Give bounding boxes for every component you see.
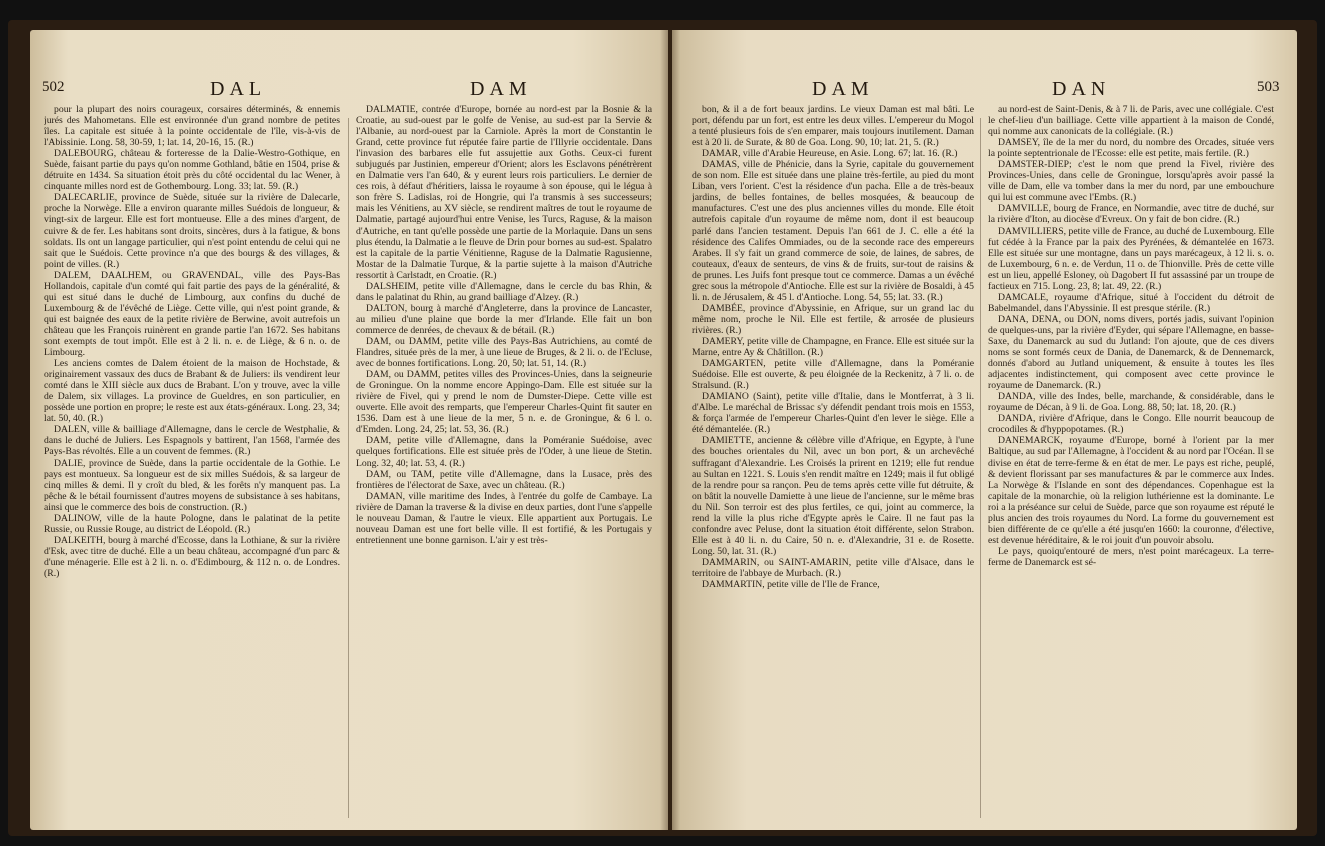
book-gutter — [660, 30, 680, 830]
dictionary-entry: DANDA, ville des Indes, belle, marchande, & considérable, dans le royaume de Décan, à 9 li. de Goa. Long. 88, 50; lat. 18, 20. (R.) — [988, 391, 1274, 414]
dictionary-entry: DAMVILLIERS, petite ville de France, au duché de Luxembourg. Elle fut cédée à la France par la paix des Pyrénées, & démantelée en 1673. Elle est située sur une montagne, dans un pays marécageux, à 12 li. s. o. de Luxembourg, 6 n. e. de Verdun, 11 o. de Thionville. Près de cette ville est un lieu, appellé Esloney, où Dagobert II fut assassiné par un troupe de factieux en 715. Long. 23, 8; lat. 49, 22. (R.) — [988, 225, 1274, 292]
dictionary-entry: DAMERY, petite ville de Champagne, en France. Elle est située sur la Marne, entre Ay & Châtillon. (R.) — [692, 335, 974, 359]
dictionary-entry: Le pays, quoiqu'entouré de mers, n'est point marécageux. La terre-ferme de Danemarck est sé- — [988, 545, 1274, 568]
dictionary-entry: DAM, ou TAM, petite ville d'Allemagne, dans la Lusace, près des frontières de l'électorat de Saxe, avec un château. (R.) — [356, 468, 652, 491]
dictionary-entry: DALKEITH, bourg à marché d'Ecosse, dans la Lothiane, & sur la rivière d'Esk, avec titre de duché. Elle a un beau château, accompagné d'un parc & d'une ménagerie. Elle est à 2 li. n. o. d'Edimbourg, & 112 n. o. de Londres. (R.) — [44, 534, 340, 579]
right-running-head-2: DAN — [1052, 78, 1111, 100]
right-column-1 — [692, 104, 974, 724]
dictionary-entry: DALEBOURG, château & forteresse de la Dalie-Westro-Gothique, en Suède, faisant partie du pays qu'on nomme Gothland, bâtie en 1504, prise & détruite en 1434. Sa situation étoit près du côté occidental du lac Wener, à cinquante milles nord est de Gothembourg. Long. 33; lat. 59. (R.) — [44, 148, 340, 193]
right-column-2 — [988, 104, 1274, 724]
dictionary-entry: DAMIANO (Saint), petite ville d'Italie, dans le Montferrat, à 3 li. d'Albe. Le maréchal de Brissac s'y défendit pendant trois mois en 1553, & força l'armée de l'empereur Charles-Quint d'en lever le siège. Elle a été démantelée. (R.) — [692, 391, 974, 436]
dictionary-entry: DAM, petite ville d'Allemagne, dans la Poméranie Suédoise, avec quelques fortifications. Elle est située près de l'Oder, à une lieue de Stetin. Long. 32, 40; lat. 53, 4. (R.) — [356, 435, 652, 469]
dictionary-entry: DAMSEY, île de la mer du nord, du nombre des Orcades, située vers la pointe septentrionale de l'Ecosse: elle est petite, mais fertile. (R.) — [988, 137, 1274, 160]
right-page-number: 503 — [1257, 79, 1280, 95]
dictionary-entry: DAMGARTEN, petite ville d'Allemagne, dans la Poméranie Suédoise. Elle est ouverte, & peu éloignée de la Reckenitz, à 7 li. o. de Stralsund. (R.) — [692, 358, 974, 392]
dictionary-entry: DALEM, DAALHEM, ou GRAVENDAL, ville des Pays-Bas Hollandois, capitale d'un comté qui fait partie des pays de la généralité, & qui est situé dans le duché de Limbourg, aux confins du duché de Luxembourg & de l'évêché de Liège. Cette ville, qui n'est point grande, & qui est baignée des eaux de la petite rivière de Berwine, avoit autrefois un château que les François ruinèrent en grande partie l'an 1672. Ses habitans sont exempts de tout impôt. Elle est à 2 li. n. e. de Liège, & 6 n. o. de Limbourg. — [44, 269, 340, 359]
dictionary-entry: DAMMARTIN, petite ville de l'Ile de France, — [702, 579, 880, 591]
dictionary-entry: pour la plupart des noirs courageux, corsaires déterminés, & ennemis jurés des Mahometans. Elle est environnée d'un grand nombre de petites îles. La capitale est située à la pointe occidentale de l'île, vis-à-vis de l'Abissinie. Long. 58, 30-59, 1; lat. 14, 20-16, 15. (R.) — [44, 104, 340, 149]
dictionary-entry: DALECARLIE, province de Suède, située sur la rivière de Dalecarle, proche la Norwège. Elle a environ quarante milles Suédois de longueur, & vingt-six de largeur. Elle est fort montueuse. Elle a des mines d'argent, de cuivre & de fer. Les habitans sont droits, sincères, durs à la fatigue, & bons soldats. Ils ont un langage particulier, qui n'est point entendu de celui qui ne sait que le Suédois. Cette province n'a que des bourgs & des villages, & point de villes. (R.) — [44, 192, 340, 270]
dictionary-entry: DAMSTER-DIEP; c'est le nom que prend la Fivel, rivière des Provinces-Unies, dans celle de Groningue, lorsqu'après avoir passé la ville de Dam, elle va tomber dans la mer du nord, par une embouchure qui lui est commune avec l'Embs. (R.) — [988, 159, 1274, 204]
right-running-head-1: DAM — [812, 78, 874, 100]
dictionary-entry: DANA, DENA, ou DON, noms divers, portés jadis, suivant l'opinion de quelques-uns, par la rivière d'Eyder, qui sépare l'Allemagne, en basse-Saxe, du Danemarck au sud du Jutland: l'on ajoute, que de ces divers noms se sont formés ceux de Dania, de Danemarck, & de Dennemarck, donnés d'abord au Jutland uniquement, & ensuite à toutes les îles adjacentes indistinctement, qui composent avec cette province le royaume de Danemarck. (R.) — [988, 313, 1274, 392]
dictionary-entry: au nord-est de Saint-Denis, & à 7 li. de Paris, avec une collégiale. C'est le chef-lieu d'un bailliage. Cette ville appartient à la maison de Condé, qui nomme aux canonicats de la collégiale. (R.) — [988, 104, 1274, 138]
dictionary-entry: DAMAN, ville maritime des Indes, à l'entrée du golfe de Cambaye. La rivière de Daman la traverse & la divise en deux parties, dont l'une s'appelle le nouveau Daman, & l'autre le vieux. Elle appartient aux Portugais. Le nouveau Daman est une fort belle ville. Il est fortifié, & les Portugais y entretiennent une bonne garnison. L'air y est très- — [356, 490, 652, 546]
left-page — [30, 30, 668, 830]
dictionary-entry: DANDA, rivière d'Afrique, dans le Congo. Elle nourrit beaucoup de crocodiles & d'hyppopotames. (R.) — [988, 413, 1274, 436]
dictionary-entry: DAMAR, ville d'Arabie Heureuse, en Asie. Long. 67; lat. 16. (R.) — [702, 148, 958, 160]
book-spread — [8, 20, 1317, 836]
dictionary-entry: DAMBÉE, province d'Abyssinie, en Afrique, sur un grand lac du même nom, proche le Nil. Elle est fertile, & arrosée de plusieurs rivières. (R.) — [692, 302, 974, 336]
dictionary-entry: DAM, ou DAMM, petite ville des Pays-Bas Autrichiens, au comté de Flandres, située près de la mer, à une lieue de Bruges, & 2 li. o. de l'Ecluse, avec de bonnes fortifications. Long. 20, 50; lat. 51, 14. (R.) — [356, 335, 652, 370]
dictionary-entry: DAM, ou DAMM, petites villes des Provinces-Unies, dans la seigneurie de Groningue. On la nomme encore Appingo-Dam. Elle est située sur la rivière de Fivel, qui y prend le nom de Dumster-Diepe. Cette ville est ouverte. Elle avoit des remparts, que l'empereur Charles-Quint fit sauter en 1536. Dam est à une lieue de la mer, 5 n. e. de Groningue, & 6 l. o. d'Emden. Long. 24, 25; lat. 53, 36. (R.) — [356, 369, 652, 436]
dictionary-entry: DANEMARCK, royaume d'Europe, borné à l'orient par la mer Baltique, au sud par l'Allemagne, à l'occident & au nord par l'Océan. Il se divise en état de terre-ferme & en état de mer. Le pays est riche, peuplé, & devient florissant par ses manufactures & par le commerce aux Indes. La Norwège & l'Islande en sont des dépendances. Copenhague est la capitale de la monarchie, où la religion luthérienne est la dominante. Le roi a la préséance sur celui de Suède, parce que son royaume est réputé le plus ancien des trois royaumes du Nord. La forme du gouvernement est bien différente de ce qu'elle a été jusqu'en 1660: la couronne, d'élective, est devenue héréditaire, & le roi jouit d'un pouvoir absolu. — [988, 435, 1274, 546]
dictionary-entry: DALINOW, ville de la haute Pologne, dans le palatinat de la petite Russie, ou Russie Rouge, au district de Léopold. (R.) — [44, 512, 340, 535]
dictionary-entry: DALEN, ville & bailliage d'Allemagne, dans le cercle de Westphalie, & dans le duché de Juliers. Les Espagnols y battirent, l'an 1568, l'armée des Pays-Bas révoltés. Elle a un couvent de femmes. (R.) — [44, 424, 340, 458]
dictionary-entry: DALMATIE, contrée d'Europe, bornée au nord-est par la Bosnie & la Croatie, au sud-ouest par le golfe de Venise, au sud-est par la Servie & l'Albanie, au nord-ouest par la Carniole. Après la mort de Constantin le Grand, cette province fut réputée faire partie de l'Illyrie occidentale. Dans l'invasion des barbares elle fut assujettie aux Goths. Ceux-ci furent subjugués par Justinien, empereur d'Orient; alors les Esclavons pénétrèrent en Dalmatie vers l'an 640, & y eurent leurs rois particuliers. Le dernier de ces rois, à défaut d'héritiers, laissa le royaume à son épouse, qui le légua à son frère S. Ladislas, roi de Hongrie, qui l'a transmis à ses successeurs; mais les Vénitiens, au XV siècle, se rendirent maîtres de tout le royaume de Dalmatie, partagé aujourd'hui entre Venise, les Turcs, Raguse, & la maison d'Autriche, en tant qu'elle possède une partie de la Morlaquie. Dans un sens plus étendu, la Dalmatie a le fleuve de Drin pour bornes au sud-est. Spalatro est la capitale de la partie Vénitienne, Raguse de la Dalmatie Ragusienne, Mostar de la Dalmatie Turque, & la partie sujette à la maison d'Autriche ressortit à Carlstadt, en Croatie. (R.) — [356, 104, 652, 281]
dictionary-entry: DAMCALE, royaume d'Afrique, situé à l'occident du détroit de Babelmandel, dans l'Abyssinie. Il est presque stérile. (R.) — [988, 291, 1274, 314]
dictionary-entry: bon, & il a de fort beaux jardins. Le vieux Daman est mal bâti. Le port, défendu par un fort, est entre les deux villes. L'empereur du Mogol a tenté plusieurs fois de s'en emparer, mais toujours inutilement. Daman est à 20 li. de Surate, & 80 de Goa. Long. 90, 10; lat. 21, 5. (R.) — [692, 104, 974, 149]
column-rule — [348, 118, 349, 818]
dictionary-entry: DALTON, bourg à marché d'Angleterre, dans la province de Lancaster, au milieu d'une plaine que borde la mer d'Irlande. Elle fait un bon commerce de denrées, de chevaux & de bétail. (R.) — [356, 302, 652, 336]
dictionary-entry: DAMVILLE, bourg de France, en Normandie, avec titre de duché, sur la rivière d'Iton, au diocèse d'Evreux. On y fait de bon cidre. (R.) — [988, 203, 1274, 226]
left-running-head-2: DAM — [470, 78, 532, 100]
dictionary-entry: DAMIETTE, ancienne & célèbre ville d'Afrique, en Egypte, à l'une des bouches orientales du Nil, avec un bon port, & un archevêché suffragant d'Alexandrie. Les Croisés la prirent en 1219; elle fut rendue au Sultan en 1221. S. Louis s'en rendit maître en 1249; mais il fut obligé de la rendre pour sa rançon. Peu de tems après cette ville fut détruite, & on bâtit la nouvelle Damiette à une lieue de l'ancienne, sur le même bras du Nil. Son terroir est des plus fertiles, ce qui, joint au commerce, la rend la ville la plus riche d'Egypte après le Caire. Il ne faut pas la confondre avec Peluse, dont la situation étoit différente, selon Strabon. Elle est à 40 li. n. du Caire, 50 n. e. d'Alexandrie, 31 e. de Rosette. Long. 50, lat. 31. (R.) — [692, 435, 974, 557]
left-column-1 — [44, 104, 340, 724]
dictionary-entry: DAMAS, ville de Phénicie, dans la Syrie, capitale du gouvernement de son nom. Elle est située dans une plaine très-fertile, au pied du mont Liban, vers l'orient. C'est la résidence d'un pacha. Elle a de très-beaux jardins, de belles fontaines, de belles mosquées, & beaucoup de manufactures. C'est une des plus anciennes villes du monde. Elle étoit autrefois capitale d'un royaume de même nom, dont il est beaucoup parlé dans l'ancien testament. Depuis l'an 661 de J. C. elle a été la résidence des Califes Ommiades, ou de la seconde race des empereurs Arabes. Il s'y fait un grand commerce de soie, de laines, de sabres, de couteaux, d'eaux de senteurs, de vins & de fruits, sur-tout de raisins & de prunes. Les Juifs font presque tout ce commerce. Damas a un évêché grec sous la métropole d'Antioche. Elle est sur la rivière de Bosaldi, à 45 li. n. de Jérusalem, & 45 l. d'Antioche. Long. 54, 55; lat. 33. (R.) — [692, 159, 974, 303]
right-page — [672, 30, 1297, 830]
dictionary-entry: DALIE, province de Suède, dans la partie occidentale de la Gothie. Le pays est montueux. Sa longueur est de six milles Suédois, & sa largeur de cinq milles & demi. Il y croît du bled, & les forêts n'y manquent pas. La pêche & le bétail fournissent d'autres moyens de subsistance à ses habitans, ainsi que le commerce des bois de construction. (R.) — [44, 457, 340, 513]
dictionary-entry: Les anciens comtes de Dalem étoient de la maison de Hochstade, & originairement vassaux des ducs de Brabant & de Juliers: ils vendirent leur comté dans le XIII siècle aux ducs de Brabant. L'on y trouve, avec la ville de Dalem, six villages. La province de Gueldres, en son particulier, en possède une portion en propre; le reste est aux états-généraux. Long. 23, 34; lat. 50, 40. (R.) — [44, 358, 340, 425]
left-page-number: 502 — [42, 79, 65, 95]
dictionary-entry: DALSHEIM, petite ville d'Allemagne, dans le cercle du bas Rhin, & dans le palatinat du Rhin, au grand bailliage d'Alzey. (R.) — [356, 280, 652, 303]
left-running-head-1: DAL — [210, 78, 267, 100]
left-column-2 — [356, 104, 652, 724]
column-rule — [980, 118, 981, 818]
dictionary-entry: DAMMARIN, ou SAINT-AMARIN, petite ville d'Alsace, dans le territoire de l'abbaye de Murbach. (R.) — [692, 556, 974, 579]
